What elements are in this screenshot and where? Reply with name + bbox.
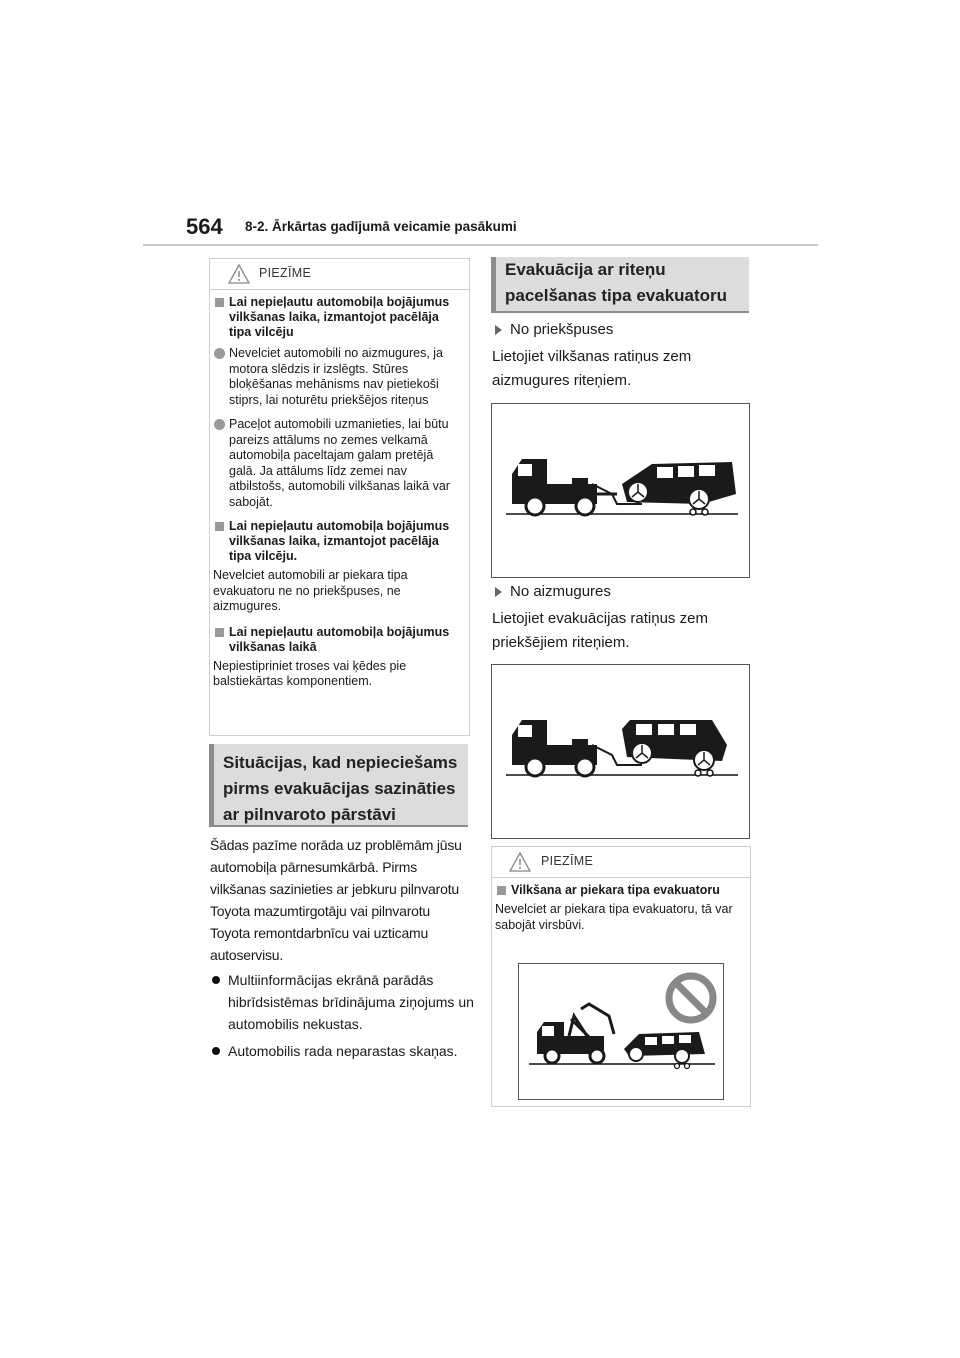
situations-bullet: Automobilis rada neparastas skaņas. <box>210 1040 478 1062</box>
notice-header <box>210 259 469 290</box>
situations-bullet: Multiinformācijas ekrānā parādās hibrīdsistēmas brīdinājuma ziņojums un automobilis nekustas. <box>210 969 478 1035</box>
notice-header <box>492 847 750 878</box>
rear-towing-label: No aizmugures <box>492 582 611 602</box>
tow-truck-rear-illustration <box>492 665 749 838</box>
wheel-lift-heading: Evakuācija ar riteņu pacelšanas tipa evakuatoru <box>491 257 749 313</box>
notice-label: PIEZĪME <box>541 854 594 868</box>
notice-box-left <box>209 258 470 736</box>
situations-heading: Situācijas, kad nepieciešams pirms evakuācijas sazināties ar pilnvaroto pārstāvi <box>209 744 468 827</box>
notice-heading: Lai nepieļautu automobiļa bojājumus vilkšanas laikā <box>213 625 463 655</box>
notice-heading: Lai nepieļautu automobiļa bojājumus vilkšanas laika, izmantojot pacēlāja tipa vilcēju. <box>213 519 463 564</box>
notice-text: Nepiestipriniet troses vai ķēdes pie balstiekārtas komponentiem. <box>213 658 407 688</box>
front-towing-text: Lietojiet vilkšanas ratiņus zem aizmugures riteņiem. <box>492 348 692 389</box>
tow-truck-front-illustration <box>492 404 749 577</box>
notice-box-right <box>491 846 751 1107</box>
page-header <box>0 0 960 250</box>
figure-sling-towing <box>518 963 724 1100</box>
rear-towing-text: Lietojiet evakuācijas ratiņus zem priekšējiem riteņiem. <box>492 610 708 651</box>
section-title: 8-2. Ārkārtas gadījumā veicamie pasākumi <box>245 219 517 234</box>
notice-bullet: Paceļot automobili uzmanieties, lai būtu pareizs attālums no zemes velkamā automobiļa paceltajam galam pretējā galā. Ja attālums līdz zemei nav atbilstošs, automobili vilkšanas laikā var sabojāt. <box>213 417 463 510</box>
notice-label: PIEZĪME <box>259 266 312 280</box>
notice-bullet: Nevelciet automobili no aizmugures, ja motora slēdzis ir izslēgts. Stūres bloķēšanas mehānisms nav pietiekoši stiprs, lai noturētu priekšējos riteņus <box>213 346 463 408</box>
notice-text: Nevelciet automobili ar piekara tipa evakuatoru ne no priekšpuses, ne aizmugures. <box>213 568 408 613</box>
figure-front-towing <box>491 403 750 578</box>
situations-paragraph: Šādas pazīme norāda uz problēmām jūsu automobiļa pārnesumkārbā. Pirms vilkšanas sazinieties ar jebkuru pilnvarotu Toyota mazumtirgotāju vai pilnvarotu Toyota remontdarbnīcu vai uzticamu autoservisu. <box>210 837 462 963</box>
notice-text: Nevelciet ar piekara tipa evakuatoru, tā var sabojāt virsbūvi. <box>495 902 733 932</box>
notice-heading: Vilkšana ar piekara tipa evakuatoru <box>495 883 744 898</box>
header-divider <box>143 244 818 246</box>
warning-triangle-icon <box>228 264 250 284</box>
front-towing-label: No priekšpuses <box>492 320 613 340</box>
no-sign-icon <box>669 976 713 1020</box>
warning-triangle-icon <box>509 852 531 872</box>
notice-heading: Lai nepieļautu automobiļa bojājumus vilkšanas laika, izmantojot pacēlāja tipa vilcēju <box>213 295 463 340</box>
figure-rear-towing <box>491 664 750 839</box>
page-number: 564 <box>186 214 223 239</box>
